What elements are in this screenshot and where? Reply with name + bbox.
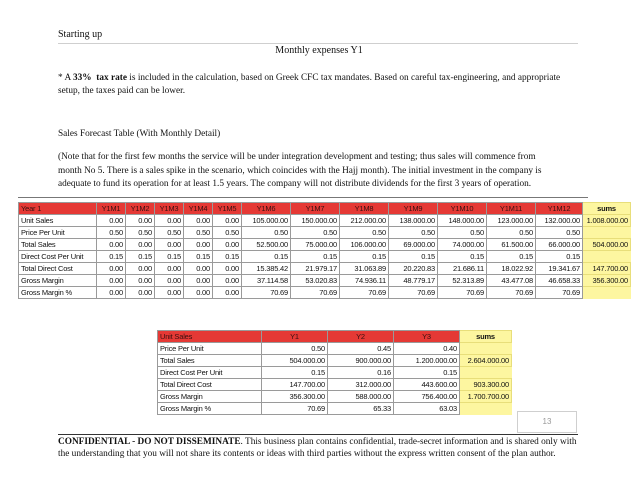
- page-number: 13: [517, 411, 577, 433]
- sum-cell: 903.300.00: [460, 379, 512, 391]
- table-row: [19, 251, 631, 263]
- table-cell: 132.000.00: [536, 215, 583, 227]
- row-label: Unit Sales: [19, 215, 97, 227]
- table-cell: 74.936.11: [340, 275, 389, 287]
- table-cell: 70.69: [242, 287, 291, 299]
- table-cell: 0.00: [213, 215, 242, 227]
- table-cell: 0.50: [97, 227, 126, 239]
- table-cell: 0.00: [155, 215, 184, 227]
- table-cell: 0.15: [155, 251, 184, 263]
- table-row: [19, 215, 631, 227]
- table-cell: 0.50: [536, 227, 583, 239]
- table-cell: 0.00: [184, 263, 213, 275]
- header-divider: [58, 43, 578, 44]
- tax-note-prefix: * A: [58, 73, 73, 83]
- table-cell: 0.00: [184, 275, 213, 287]
- table-cell: 443.600.00: [394, 379, 460, 391]
- table-cell: 150.000.00: [291, 215, 340, 227]
- table-row: [19, 239, 631, 251]
- table-cell: 0.00: [213, 263, 242, 275]
- table-cell: 18.022.92: [487, 263, 536, 275]
- table-cell: 900.000.00: [328, 355, 394, 367]
- forecast-heading: Sales Forecast Table (With Monthly Detail): [58, 129, 221, 139]
- table-cell: 0.00: [97, 287, 126, 299]
- forecast-note: (Note that for the first few months the service will be under integration development and testing; thus sales will commence from month No 5. There is a sales spike in the scenario, which coincides with the Hajj month). The initial investment in the company is adequate to fund its operation for at least 1.5 years. The company will not distribute dividends for the first 3 years of operation.: [58, 152, 542, 189]
- table-cell: 70.69: [340, 287, 389, 299]
- table-cell: 0.00: [126, 215, 155, 227]
- column-header: Y1: [262, 331, 328, 343]
- table-cell: 0.50: [340, 227, 389, 239]
- footer-divider: [58, 434, 578, 435]
- tax-note: [58, 72, 578, 97]
- sum-cell: [460, 367, 512, 379]
- table-cell: 0.45: [328, 343, 394, 355]
- table-cell: 52.500.00: [242, 239, 291, 251]
- table-cell: 0.15: [487, 251, 536, 263]
- row-label: Price Per Unit: [19, 227, 97, 239]
- table-cell: 0.00: [97, 275, 126, 287]
- table-cell: 0.50: [389, 227, 438, 239]
- column-header: Y1M9: [389, 203, 438, 215]
- table-cell: 0.50: [438, 227, 487, 239]
- tax-rate-term: tax rate: [96, 73, 127, 83]
- tax-rate-value: 33%: [73, 73, 92, 83]
- table-cell: 75.000.00: [291, 239, 340, 251]
- sum-cell: 1.008.000.00: [583, 215, 631, 227]
- table-cell: 70.69: [291, 287, 340, 299]
- table-cell: 105.000.00: [242, 215, 291, 227]
- table-cell: 0.00: [97, 239, 126, 251]
- sum-cell: 2.604.000.00: [460, 355, 512, 367]
- column-header: Y2: [328, 331, 394, 343]
- table-cell: 0.50: [155, 227, 184, 239]
- row-label: Gross Margin: [19, 275, 97, 287]
- tax-note-text: is included in the calculation, based on Greek CFC tax mandates. Based on careful tax-engineering, and appropriate setup, the taxes paid can be lower.: [58, 73, 561, 96]
- table-cell: 0.00: [213, 275, 242, 287]
- column-header: Y1M4: [184, 203, 213, 215]
- column-header: Y1M11: [487, 203, 536, 215]
- table-cell: 504.000.00: [262, 355, 328, 367]
- column-header: Y1M12: [536, 203, 583, 215]
- table-cell: 0.00: [155, 239, 184, 251]
- table-cell: 0.15: [536, 251, 583, 263]
- table-cell: 0.15: [242, 251, 291, 263]
- row-label: Total Direct Cost: [19, 263, 97, 275]
- table-cell: 43.477.08: [487, 275, 536, 287]
- table-cell: 0.00: [184, 239, 213, 251]
- column-header: Y1M6: [242, 203, 291, 215]
- table-row: [158, 355, 512, 367]
- table-cell: 46.658.33: [536, 275, 583, 287]
- sum-cell: [460, 343, 512, 355]
- table-cell: 66.000.00: [536, 239, 583, 251]
- table-cell: 0.50: [126, 227, 155, 239]
- table-cell: 0.00: [126, 263, 155, 275]
- column-header: Y1M2: [126, 203, 155, 215]
- table-row: [158, 379, 512, 391]
- table-cell: 0.00: [155, 263, 184, 275]
- table-cell: 0.00: [184, 215, 213, 227]
- table-cell: 0.15: [184, 251, 213, 263]
- row-label: Total Direct Cost: [158, 379, 262, 391]
- table-cell: 53.020.83: [291, 275, 340, 287]
- table-row: [19, 227, 631, 239]
- column-header: Y1M10: [438, 203, 487, 215]
- table-cell: 0.15: [97, 251, 126, 263]
- table-cell: 69.000.00: [389, 239, 438, 251]
- table-row: [158, 403, 512, 415]
- page-header-title: Starting up: [58, 29, 103, 40]
- table-cell: 74.000.00: [438, 239, 487, 251]
- table-cell: 138.000.00: [389, 215, 438, 227]
- table-cell: 0.00: [155, 275, 184, 287]
- table-row: [19, 275, 631, 287]
- monthly-forecast-table: [18, 202, 631, 299]
- row-label: Total Sales: [158, 355, 262, 367]
- table-cell: 0.15: [394, 367, 460, 379]
- row-label: Gross Margin: [158, 391, 262, 403]
- column-header: Y1M3: [155, 203, 184, 215]
- table-cell: 588.000.00: [328, 391, 394, 403]
- column-header: Year 1: [19, 203, 97, 215]
- table-cell: 0.00: [213, 287, 242, 299]
- row-label: Direct Cost Per Unit: [158, 367, 262, 379]
- table-cell: 0.40: [394, 343, 460, 355]
- table-cell: 212.000.00: [340, 215, 389, 227]
- table-divider: [18, 197, 588, 198]
- row-label: Total Sales: [19, 239, 97, 251]
- table-cell: 0.00: [126, 275, 155, 287]
- table-cell: 0.15: [340, 251, 389, 263]
- table-cell: 312.000.00: [328, 379, 394, 391]
- table-cell: 70.69: [487, 287, 536, 299]
- table-cell: 21.979.17: [291, 263, 340, 275]
- column-header: Y1M5: [213, 203, 242, 215]
- column-header: Y1M7: [291, 203, 340, 215]
- confidential-label: CONFIDENTIAL - DO NOT DISSEMINATE: [58, 437, 241, 447]
- table-cell: 0.15: [389, 251, 438, 263]
- sum-cell: 356.300.00: [583, 275, 631, 287]
- table-cell: 31.063.89: [340, 263, 389, 275]
- sum-cell: [583, 251, 631, 263]
- table-cell: 48.779.17: [389, 275, 438, 287]
- table-cell: 0.50: [487, 227, 536, 239]
- table-cell: 0.50: [213, 227, 242, 239]
- table-cell: 0.00: [213, 239, 242, 251]
- table-cell: 148.000.00: [438, 215, 487, 227]
- column-header: Y1M8: [340, 203, 389, 215]
- row-label: Direct Cost Per Unit: [19, 251, 97, 263]
- sum-cell: 504.000.00: [583, 239, 631, 251]
- table-cell: 0.15: [262, 367, 328, 379]
- table-cell: 0.50: [291, 227, 340, 239]
- table-cell: 70.69: [438, 287, 487, 299]
- sum-cell: 147.700.00: [583, 263, 631, 275]
- table-cell: 0.50: [242, 227, 291, 239]
- row-label: Gross Margin %: [19, 287, 97, 299]
- table-cell: 0.00: [126, 287, 155, 299]
- column-header: sums: [460, 331, 512, 343]
- table-header-row: [19, 203, 631, 215]
- table-cell: 0.00: [97, 263, 126, 275]
- table-cell: 0.15: [438, 251, 487, 263]
- table-cell: 61.500.00: [487, 239, 536, 251]
- table-cell: 70.69: [262, 403, 328, 415]
- table-cell: 52.313.89: [438, 275, 487, 287]
- table-header-row: [158, 331, 512, 343]
- row-label: Price Per Unit: [158, 343, 262, 355]
- table-cell: 0.00: [126, 239, 155, 251]
- column-header: Unit Sales: [158, 331, 262, 343]
- table-cell: 0.15: [213, 251, 242, 263]
- table-row: [19, 263, 631, 275]
- table-cell: 356.300.00: [262, 391, 328, 403]
- page-subtitle: Monthly expenses Y1: [275, 45, 363, 56]
- table-cell: 1.200.000.00: [394, 355, 460, 367]
- column-header: sums: [583, 203, 631, 215]
- confidentiality-notice: [58, 437, 583, 460]
- table-cell: 0.00: [155, 287, 184, 299]
- table-cell: 70.69: [389, 287, 438, 299]
- table-cell: 15.385.42: [242, 263, 291, 275]
- table-cell: 37.114.58: [242, 275, 291, 287]
- table-cell: 0.50: [184, 227, 213, 239]
- table-cell: 65.33: [328, 403, 394, 415]
- sum-cell: 1.700.700.00: [460, 391, 512, 403]
- table-cell: 20.220.83: [389, 263, 438, 275]
- yearly-forecast-table: [157, 330, 512, 415]
- table-cell: 0.00: [97, 215, 126, 227]
- table-cell: 147.700.00: [262, 379, 328, 391]
- sum-cell: [460, 403, 512, 415]
- table-cell: 756.400.00: [394, 391, 460, 403]
- table-cell: 70.69: [536, 287, 583, 299]
- table-row: [158, 367, 512, 379]
- table-cell: 106.000.00: [340, 239, 389, 251]
- table-cell: 123.000.00: [487, 215, 536, 227]
- table-row: [158, 343, 512, 355]
- table-cell: 0.00: [184, 287, 213, 299]
- column-header: Y1M1: [97, 203, 126, 215]
- sum-cell: [583, 287, 631, 299]
- table-cell: 63.03: [394, 403, 460, 415]
- confidential-text: . This business plan contains confidential, trade-secret information and is shared only with the understanding that you will not share its contents or ideas with third parties without the express written consent of the plan author.: [58, 437, 577, 459]
- table-cell: 0.50: [262, 343, 328, 355]
- table-cell: 0.16: [328, 367, 394, 379]
- table-cell: 19.341.67: [536, 263, 583, 275]
- table-cell: 21.686.11: [438, 263, 487, 275]
- row-label: Gross Margin %: [158, 403, 262, 415]
- table-cell: 0.15: [126, 251, 155, 263]
- table-row: [158, 391, 512, 403]
- table-row: [19, 287, 631, 299]
- table-cell: 0.15: [291, 251, 340, 263]
- sum-cell: [583, 227, 631, 239]
- column-header: Y3: [394, 331, 460, 343]
